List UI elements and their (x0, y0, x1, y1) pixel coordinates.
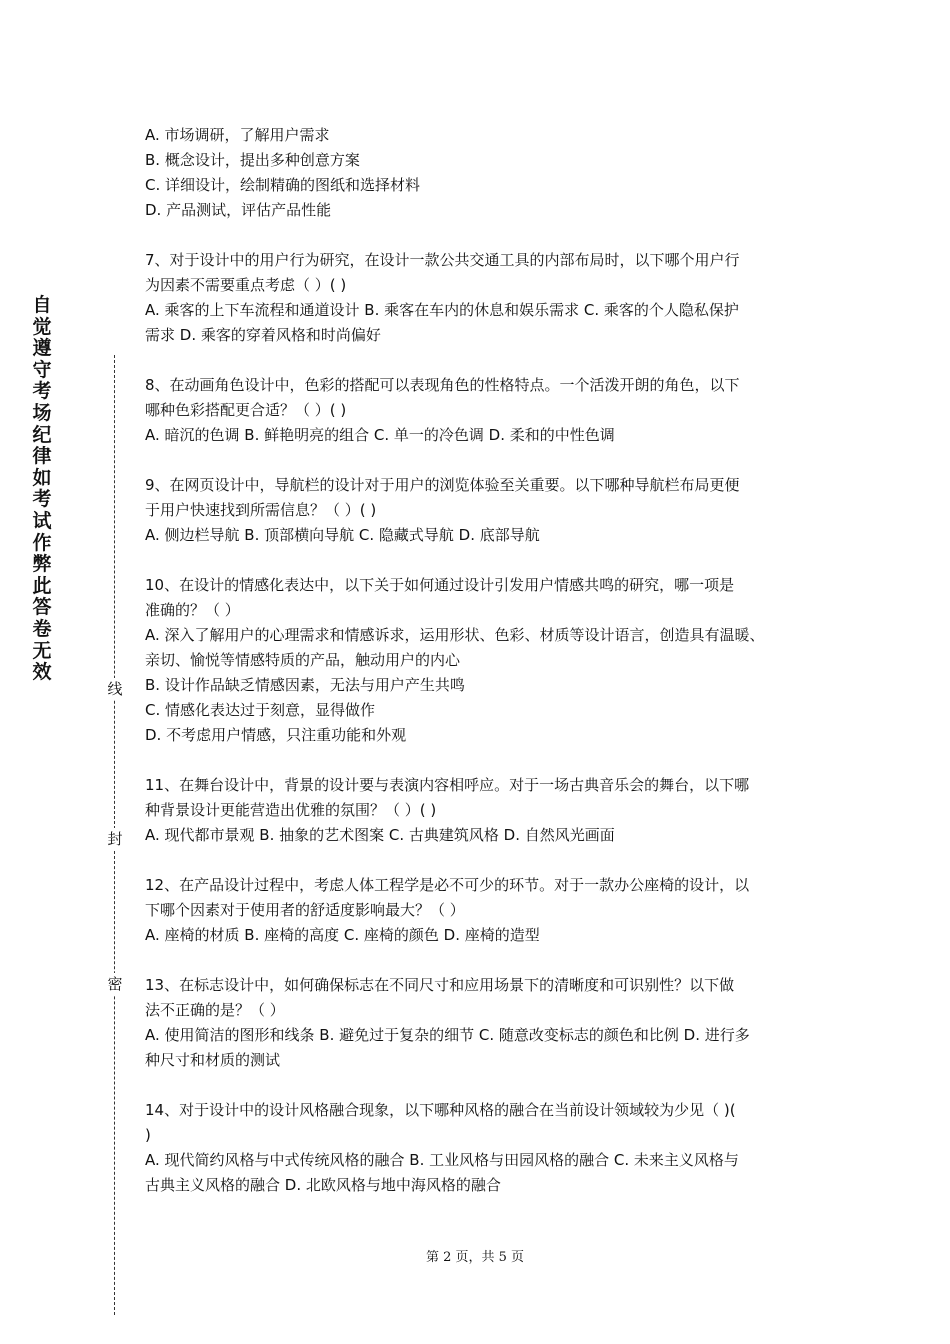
question-line: A. 侧边栏导航 B. 顶部横向导航 C. 隐藏式导航 D. 底部导航 (145, 526, 540, 544)
seal-char: 卷 (32, 617, 52, 640)
question-line: A. 座椅的材质 B. 座椅的高度 C. 座椅的颜色 D. 座椅的造型 (145, 926, 540, 944)
question-block (145, 773, 825, 848)
question-line: ) (145, 1126, 151, 1144)
question-line: A. 现代都市景观 B. 抽象的艺术图案 C. 古典建筑风格 D. 自然风光画面 (145, 826, 615, 844)
question-line: 13、在标志设计中，如何确保标志在不同尺寸和应用场景下的清晰度和可识别性？以下做 (145, 976, 735, 994)
seal-char: 觉 (32, 315, 52, 338)
question-line: C. 详细设计，绘制精确的图纸和选择材料 (145, 176, 421, 194)
question-line: 准确的？（ ） (145, 601, 240, 619)
seal-char: 答 (32, 596, 52, 619)
question-line: A. 市场调研，了解用户需求 (145, 126, 330, 144)
seal-char: 弊 (32, 553, 52, 576)
question-block (145, 373, 825, 448)
question-block (145, 973, 825, 1073)
binding-label-line: 线 (104, 678, 126, 700)
seal-char: 考 (32, 488, 52, 511)
question-line: 亲切、愉悦等情感特质的产品，触动用户的内心 (145, 651, 461, 669)
seal-char: 试 (32, 509, 52, 532)
question-line: D. 产品测试，评估产品性能 (145, 201, 332, 219)
seal-char: 守 (32, 358, 52, 381)
question-line: A. 深入了解用户的心理需求和情感诉求，运用形状、色彩、材质等设计语言，创造具有温暖、 (145, 626, 765, 644)
page-number: 第 2 页，共 5 页 (425, 1250, 525, 1265)
question-line: B. 概念设计，提出多种创意方案 (145, 151, 360, 169)
question-line: 法不正确的是？（ ） (145, 1001, 285, 1019)
question-block (145, 873, 825, 948)
seal-char: 自 (32, 294, 52, 316)
question-line: 种背景设计更能营造出优雅的氛围？（ ）( ) (145, 801, 437, 819)
question-line: 需求 D. 乘客的穿着风格和时尚偏好 (145, 326, 381, 344)
seal-char: 律 (32, 445, 52, 468)
question-line: 9、在网页设计中，导航栏的设计对于用户的浏览体验至关重要。以下哪种导航栏布局更便 (145, 476, 740, 494)
question-line: 为因素不需要重点考虑（ ）( ) (145, 276, 347, 294)
question-line: A. 乘客的上下车流程和通道设计 B. 乘客在车内的休息和娱乐需求 C. 乘客的个人隐私保护 (145, 301, 739, 319)
seal-char: 考 (32, 380, 52, 403)
question-line: B. 设计作品缺乏情感因素，无法与用户产生共鸣 (145, 676, 465, 694)
question-line: 种尺寸和材质的测试 (145, 1051, 281, 1069)
question-block (145, 573, 825, 748)
seal-char: 无 (32, 639, 52, 662)
question-content (145, 123, 825, 1223)
seal-char: 遵 (32, 337, 52, 360)
seal-char: 作 (32, 531, 52, 554)
seal-char: 场 (32, 401, 52, 424)
question-line: 8、在动画角色设计中，色彩的搭配可以表现角色的性格特点。一个活泼开朗的角色，以下 (145, 376, 740, 394)
seal-warning-text (30, 295, 54, 684)
question-line: 11、在舞台设计中，背景的设计要与表演内容相呼应。对于一场古典音乐会的舞台，以下哪 (145, 776, 750, 794)
question-line: A. 暗沉的色调 B. 鲜艳明亮的组合 C. 单一的冷色调 D. 柔和的中性色调 (145, 426, 615, 444)
seal-char: 如 (32, 466, 52, 489)
question-line: 古典主义风格的融合 D. 北欧风格与地中海风格的融合 (145, 1176, 501, 1194)
question-block (145, 123, 825, 223)
question-block (145, 1098, 825, 1198)
question-line: 哪种色彩搭配更合适？（ ）( ) (145, 401, 347, 419)
seal-char: 效 (32, 661, 52, 684)
seal-char: 此 (32, 574, 52, 597)
question-block (145, 248, 825, 348)
seal-char: 纪 (32, 423, 52, 446)
question-line: C. 情感化表达过于刻意，显得做作 (145, 701, 376, 719)
question-line: A. 使用简洁的图形和线条 B. 避免过于复杂的细节 C. 随意改变标志的颜色和比例 D. 进行多 (145, 1026, 750, 1044)
binding-label-secret: 密 (104, 973, 126, 995)
question-block (145, 473, 825, 548)
question-line: 于用户快速找到所需信息？（ ）( ) (145, 501, 377, 519)
question-line: D. 不考虑用户情感，只注重功能和外观 (145, 726, 407, 744)
question-line: A. 现代简约风格与中式传统风格的融合 B. 工业风格与田园风格的融合 C. 未来主义风格与 (145, 1151, 739, 1169)
binding-label-seal: 封 (104, 828, 126, 850)
question-line: 14、对于设计中的设计风格融合现象，以下哪种风格的融合在当前设计领域较为少见（ )( (145, 1101, 736, 1119)
question-line: 12、在产品设计过程中，考虑人体工程学是必不可少的环节。对于一款办公座椅的设计，以 (145, 876, 750, 894)
question-line: 7、对于设计中的用户行为研究，在设计一款公共交通工具的内部布局时，以下哪个用户行 (145, 251, 740, 269)
question-line: 下哪个因素对于使用者的舒适度影响最大？（ ） (145, 901, 465, 919)
question-line: 10、在设计的情感化表达中，以下关于如何通过设计引发用户情感共鸣的研究，哪一项是 (145, 576, 735, 594)
